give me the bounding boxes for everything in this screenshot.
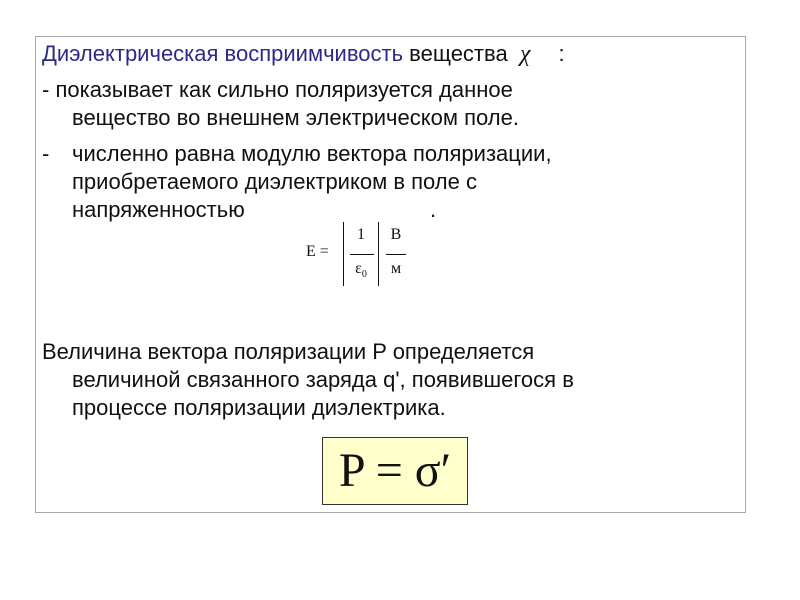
frac2-denominator: м <box>390 260 402 277</box>
frac1-bar <box>350 254 374 255</box>
bullet2-dash: - <box>42 141 50 166</box>
paragraph-line2: величиной связанного заряда q', появившегося в <box>72 367 574 392</box>
frac1-denominator: $\varepsilon_0$ <box>355 260 367 281</box>
chi-symbol: χ <box>519 41 531 67</box>
heading-rest: вещества <box>403 41 508 66</box>
paragraph-line3: процессе поляризации диэлектрика. <box>72 395 446 420</box>
bullet1-line2: вещество во внешнем электрическом поле. <box>72 105 519 130</box>
heading-term: Диэлектрическая восприимчивость <box>42 41 404 66</box>
bullet2-line3: напряженностью <box>72 197 245 222</box>
bullet1-line1: - показывает как сильно поляризуется данное <box>42 77 513 102</box>
frac2-numerator: В <box>390 226 402 243</box>
frac2-bar <box>386 254 406 255</box>
abs-bar-left <box>343 222 344 286</box>
formula-lhs: E = <box>306 243 329 260</box>
heading-line <box>42 40 565 68</box>
paragraph-line1: Величина вектора поляризации P определяется <box>42 339 535 364</box>
polarization-formula: P = σ′ <box>322 437 468 505</box>
bullet2-line2: приобретаемого диэлектриком в поле с <box>72 169 477 194</box>
bullet2-line1: численно равна модулю вектора поляризации, <box>72 141 552 166</box>
abs-bar-right <box>378 222 379 286</box>
frac1-numerator: 1 <box>357 226 365 243</box>
bullet2-period: . <box>430 197 437 222</box>
heading-colon: : <box>558 41 565 66</box>
